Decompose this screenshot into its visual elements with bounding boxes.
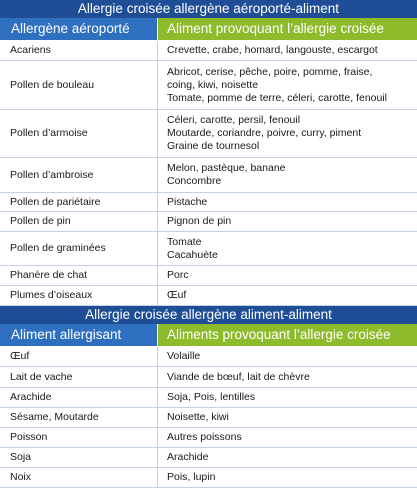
allergen-cell: Pollen de pin (0, 212, 158, 231)
column-header-foods: Aliments provoquant l’allergie croisée (158, 324, 417, 346)
table-row (0, 388, 417, 408)
allergen-cell: Pollen de bouleau (0, 61, 158, 109)
foods-text: Crevette, crabe, homard, langouste, escargot (167, 44, 378, 56)
foods-cell (158, 232, 417, 265)
allergen-cell: Pollen d’armoise (0, 110, 158, 157)
foods-text: Melon, pastèque, banane Concombre (167, 162, 286, 187)
section-title: Allergie croisée allergène aéroporté-aliment (0, 0, 417, 18)
table-row (0, 61, 417, 110)
column-header-foods: Aliment provoquant l’allergie croisée (158, 18, 417, 40)
foods-text: Tomate Cacahuète (167, 235, 218, 261)
table-row (0, 448, 417, 468)
column-header-allergen: Allergène aéroporté (0, 18, 158, 40)
table-header (0, 324, 417, 347)
foods-text: Céleri, carotte, persil, fenouil Moutarde, coriandre, poivre, curry, piment Graine de tournesol (167, 114, 362, 152)
table-row (0, 232, 417, 266)
foods-cell (158, 266, 417, 285)
foods-text: Abricot, cerise, pêche, poire, pomme, fraise, coing, kiwi, noisette Tomate, pomme de terre, céleri, carotte, fenouil (167, 65, 388, 104)
table-row (0, 193, 417, 212)
table-row (0, 428, 417, 448)
foods-text: Soja, Pois, lentilles (167, 391, 256, 403)
table-row (0, 408, 417, 428)
table-row (0, 158, 417, 193)
table-row (0, 347, 417, 367)
foods-cell (158, 110, 417, 157)
allergen-cell: Poisson (0, 428, 158, 447)
foods-cell (158, 428, 417, 447)
foods-cell (158, 468, 417, 487)
foods-text: Œuf (167, 289, 187, 301)
foods-cell (158, 158, 417, 192)
section-food-food (0, 306, 417, 488)
foods-text: Noisette, kiwi (167, 411, 229, 423)
foods-cell (158, 61, 417, 109)
table-row (0, 41, 417, 61)
foods-cell (158, 388, 417, 407)
foods-cell (158, 212, 417, 231)
foods-text: Autres poissons (167, 431, 242, 443)
foods-text: Volaille (167, 350, 201, 362)
table-header (0, 18, 417, 41)
section-title: Allergie croisée allergène aliment-aliment (0, 306, 417, 324)
foods-text: Pois, lupin (167, 471, 216, 483)
allergen-cell: Pollen de graminées (0, 232, 158, 265)
foods-cell (158, 41, 417, 60)
allergen-cell: Plumes d’oiseaux (0, 286, 158, 305)
table-body (0, 347, 417, 488)
allergen-cell: Soja (0, 448, 158, 467)
foods-text: Pistache (167, 195, 208, 208)
allergen-cell: Pollen de pariétaire (0, 193, 158, 211)
table-row (0, 367, 417, 388)
allergen-cell: Œuf (0, 347, 158, 366)
foods-text: Pignon de pin (167, 215, 232, 227)
allergen-cell: Acariens (0, 41, 158, 60)
table-row (0, 266, 417, 286)
allergen-cell: Arachide (0, 388, 158, 407)
table-row (0, 110, 417, 158)
foods-cell (158, 193, 417, 211)
foods-text: Viande de bœuf, lait de chèvre (167, 370, 310, 383)
allergen-cell: Pollen d’ambroise (0, 158, 158, 192)
table-row (0, 468, 417, 488)
allergen-cell: Lait de vache (0, 367, 158, 387)
foods-cell (158, 408, 417, 427)
allergen-cell: Sésame, Moutarde (0, 408, 158, 427)
foods-cell (158, 448, 417, 467)
column-header-allergen: Aliment allergisant (0, 324, 158, 346)
allergen-cell: Noix (0, 468, 158, 487)
table-row (0, 286, 417, 306)
foods-cell (158, 367, 417, 387)
foods-cell (158, 286, 417, 305)
table-row (0, 212, 417, 232)
foods-text: Porc (167, 269, 189, 281)
foods-cell (158, 347, 417, 366)
table-body (0, 41, 417, 306)
allergen-cell: Phanère de chat (0, 266, 158, 285)
foods-text: Arachide (167, 451, 209, 463)
